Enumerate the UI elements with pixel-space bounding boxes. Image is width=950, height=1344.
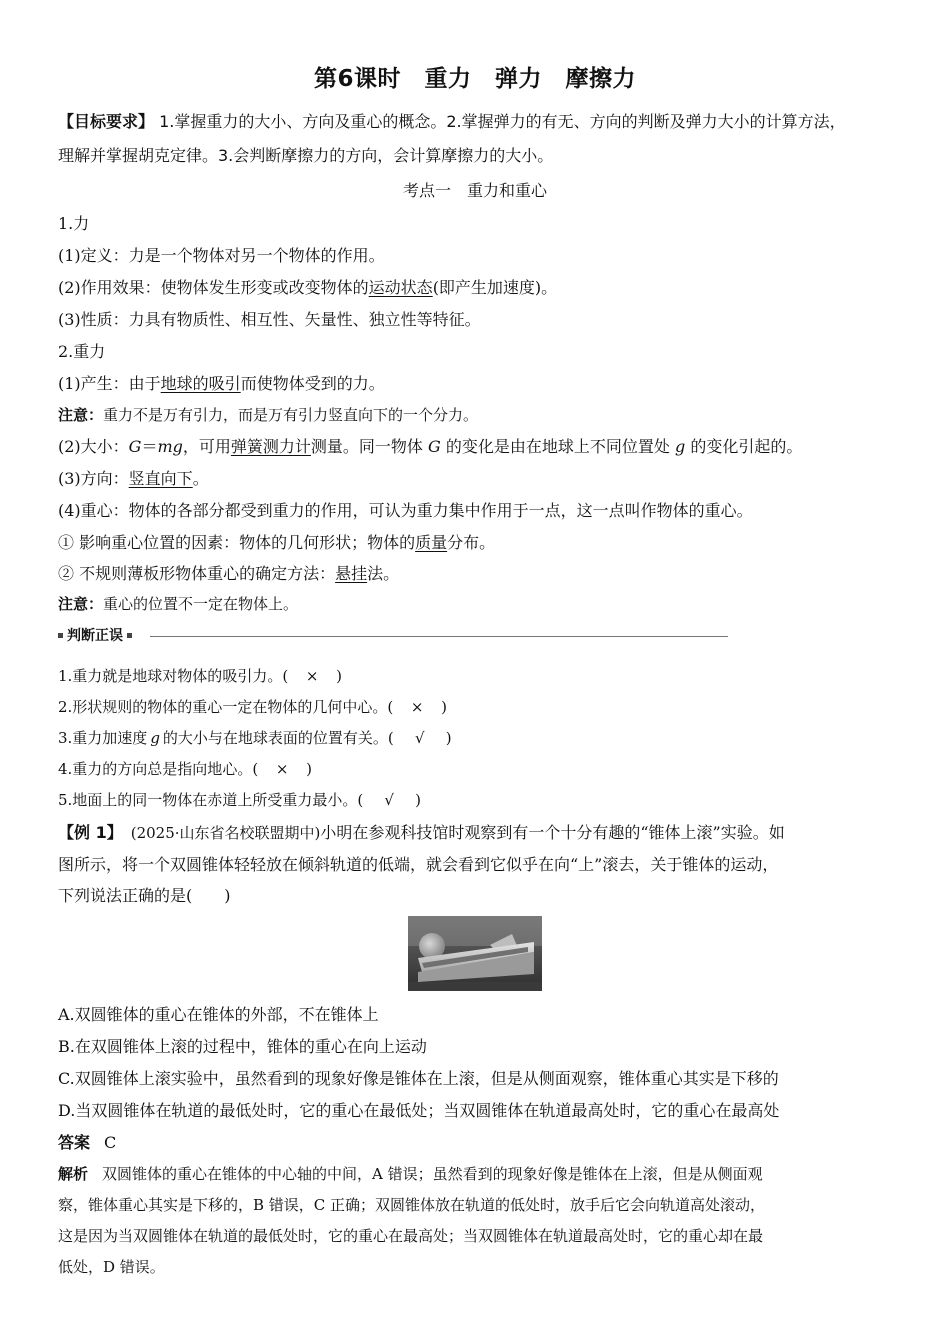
judge-close: ) (336, 667, 343, 685)
factor-blank: 质量 (415, 533, 448, 552)
magnitude-text-b: ，可用 (182, 437, 231, 456)
double-cone-experiment-photo (408, 916, 542, 991)
square-bullet-icon (58, 633, 63, 638)
judge-item (58, 727, 452, 749)
section-heading-gravity: 考点一 重力和重心 (402, 181, 547, 200)
square-bullet-icon (127, 633, 132, 638)
answer-line (58, 1132, 116, 1154)
force-effect-blank: 运动状态 (368, 278, 433, 297)
judge-mark: × (410, 698, 424, 716)
judge-mark: √ (415, 729, 425, 747)
gravity-heading: 2.重力 (58, 342, 106, 361)
page-title: 第6课时 重力 弹力 摩擦力 (313, 66, 636, 92)
note-gravity (58, 404, 478, 426)
method-text: ② 不规则薄板形物体重心的确定方法： (58, 564, 336, 583)
formula-G: G (128, 437, 142, 456)
formula-g: g (150, 729, 160, 747)
force-effect-text: (2)作用效果：使物体发生形变或改变物体的 (58, 278, 369, 297)
judge-label: 判断正误 (67, 628, 123, 644)
answer-label: 答案 (58, 1133, 91, 1152)
force-heading: 1.力 (58, 214, 90, 233)
force-effect (58, 277, 557, 299)
force-definition: (1)定义：力是一个物体对另一个物体的作用。 (58, 246, 385, 265)
option-a: A.双圆锥体的重心在锥体的外部，不在锥体上 (58, 1005, 379, 1024)
answer-value: C (104, 1133, 117, 1152)
example-line-3: 下列说法正确的是( ) (58, 886, 231, 905)
note-text: 重力不是万有引力，而是万有引力竖直向下的一个分力。 (103, 406, 479, 424)
judge-close: ) (415, 791, 422, 809)
note-label: 注意： (58, 595, 104, 613)
direction-blank: 竖直向下 (128, 469, 193, 488)
cog-factor (58, 532, 495, 554)
judge-mark: √ (384, 791, 394, 809)
goal-line-1 (58, 111, 846, 133)
section-divider (150, 636, 728, 637)
example-text-1: 小明在参观科技馆时观察到有一个十分有趣的“锥体上滚”实验。如 (320, 823, 785, 842)
note-label: 注意： (58, 406, 104, 424)
gravity-origin (58, 373, 385, 395)
judge-item (58, 758, 312, 780)
judge-item-text: 的大小与在地球表面的位置有关。( (162, 729, 394, 747)
factor-text: ① 影响重心位置的因素：物体的几何形状；物体的 (58, 533, 416, 552)
analysis-label: 解析 (58, 1165, 89, 1183)
force-effect-tail: (即产生加速度)。 (432, 278, 558, 297)
magnitude-text-c: 测量。同一物体 (310, 437, 429, 456)
judge-mark: × (305, 667, 319, 685)
judge-mark: × (275, 760, 289, 778)
magnitude-label: (2)大小： (58, 437, 129, 456)
judge-close: ) (441, 698, 448, 716)
judge-item-text: 5.地面上的同一物体在赤道上所受重力最小。( (58, 791, 364, 809)
magnitude-text-d: 的变化是由在地球上不同位置处 (440, 437, 675, 456)
option-d: D.当双圆锥体在轨道的最低处时，它的重心在最低处；当双圆锥体在轨道最高处时，它的重心在最高处 (58, 1101, 780, 1120)
gravity-origin-text: (1)产生：由于 (58, 374, 161, 393)
force-nature: (3)性质：力具有物质性、相互性、矢量性、独立性等特征。 (58, 310, 481, 329)
judge-item (58, 696, 447, 718)
goal-label: 【目标要求】 (58, 112, 155, 131)
magnitude-blank: 弹簧测力计 (230, 437, 311, 456)
judge-item (58, 789, 421, 811)
analysis-line-1 (58, 1163, 763, 1185)
judge-item-text: 1.重力就是地球对物体的吸引力。( (58, 667, 289, 685)
cog-method (58, 563, 399, 585)
judge-item-text: 2.形状规则的物体的重心一定在物体的几何中心。( (58, 698, 394, 716)
option-b: B.在双圆锥体上滚的过程中，锥体的重心在向上运动 (58, 1037, 427, 1056)
gravity-origin-tail: 而使物体受到的力。 (240, 374, 385, 393)
example-line-2: 图所示，将一个双圆锥体轻轻放在倾斜轨道的低端，就会看到它似乎在向“上”滚去，关于锥体的运动， (58, 855, 779, 874)
option-c: C.双圆锥体上滚实验中，虽然看到的现象好像是锥体在上滚，但是从侧面观察，锥体重心其实是下移的 (58, 1069, 779, 1088)
analysis-line-3: 这是因为当双圆锥体在轨道的最低处时，它的重心在最高处；当双圆锥体在轨道最高处时，它的重心却在最 (58, 1227, 764, 1245)
analysis-line-4: 低处，D 错误。 (58, 1258, 165, 1276)
judge-item-text: 4.重力的方向总是指向地心。( (58, 760, 259, 778)
example-line-1 (58, 822, 785, 844)
formula-mg: mg (157, 437, 183, 456)
example-source: (2025·山东省名校联盟期中) (130, 824, 321, 842)
formula-G2: G (428, 437, 441, 456)
analysis-text: 双圆锥体的重心在锥体的中心轴的中间，A 错误；虽然看到的现象好像是锥体在上滚，但是从侧面观 (102, 1165, 763, 1183)
judge-close: ) (306, 760, 313, 778)
gravity-magnitude (58, 436, 802, 458)
judge-section-label (58, 625, 136, 647)
note-text: 重心的位置不一定在物体上。 (103, 595, 299, 613)
method-blank: 悬挂 (335, 564, 368, 583)
gravity-direction (58, 468, 209, 490)
method-tail: 法。 (367, 564, 400, 583)
judge-close: ) (445, 729, 452, 747)
goal-line-2: 理解并掌握胡克定律。3.会判断摩擦力的方向，会计算摩擦力的大小。 (58, 146, 554, 165)
example-label: 【例 1】 (58, 823, 123, 842)
direction-label: (3)方向： (58, 469, 129, 488)
direction-tail: 。 (192, 469, 209, 488)
note-cog (58, 593, 298, 615)
judge-item (58, 665, 342, 687)
judge-item-text: 3.重力加速度 (58, 729, 148, 747)
factor-tail: 分布。 (447, 533, 496, 552)
analysis-line-2: 察，锥体重心其实是下移的，B 错误，C 正确；双圆锥体放在轨道的低处时，放手后它会向轨道高处滚动， (58, 1196, 766, 1214)
magnitude-text-e: 的变化引起的。 (685, 437, 803, 456)
gravity-origin-blank: 地球的吸引 (160, 374, 241, 393)
formula-g: g (674, 437, 686, 456)
goal-text-1: 1.掌握重力的大小、方向及重心的概念。2.掌握弹力的有无、方向的判断及弹力大小的计算方法， (154, 112, 846, 131)
formula-eq: ＝ (141, 437, 158, 456)
center-of-gravity: (4)重心：物体的各部分都受到重力的作用，可认为重力集中作用于一点，这一点叫作物体的重心。 (58, 501, 753, 520)
